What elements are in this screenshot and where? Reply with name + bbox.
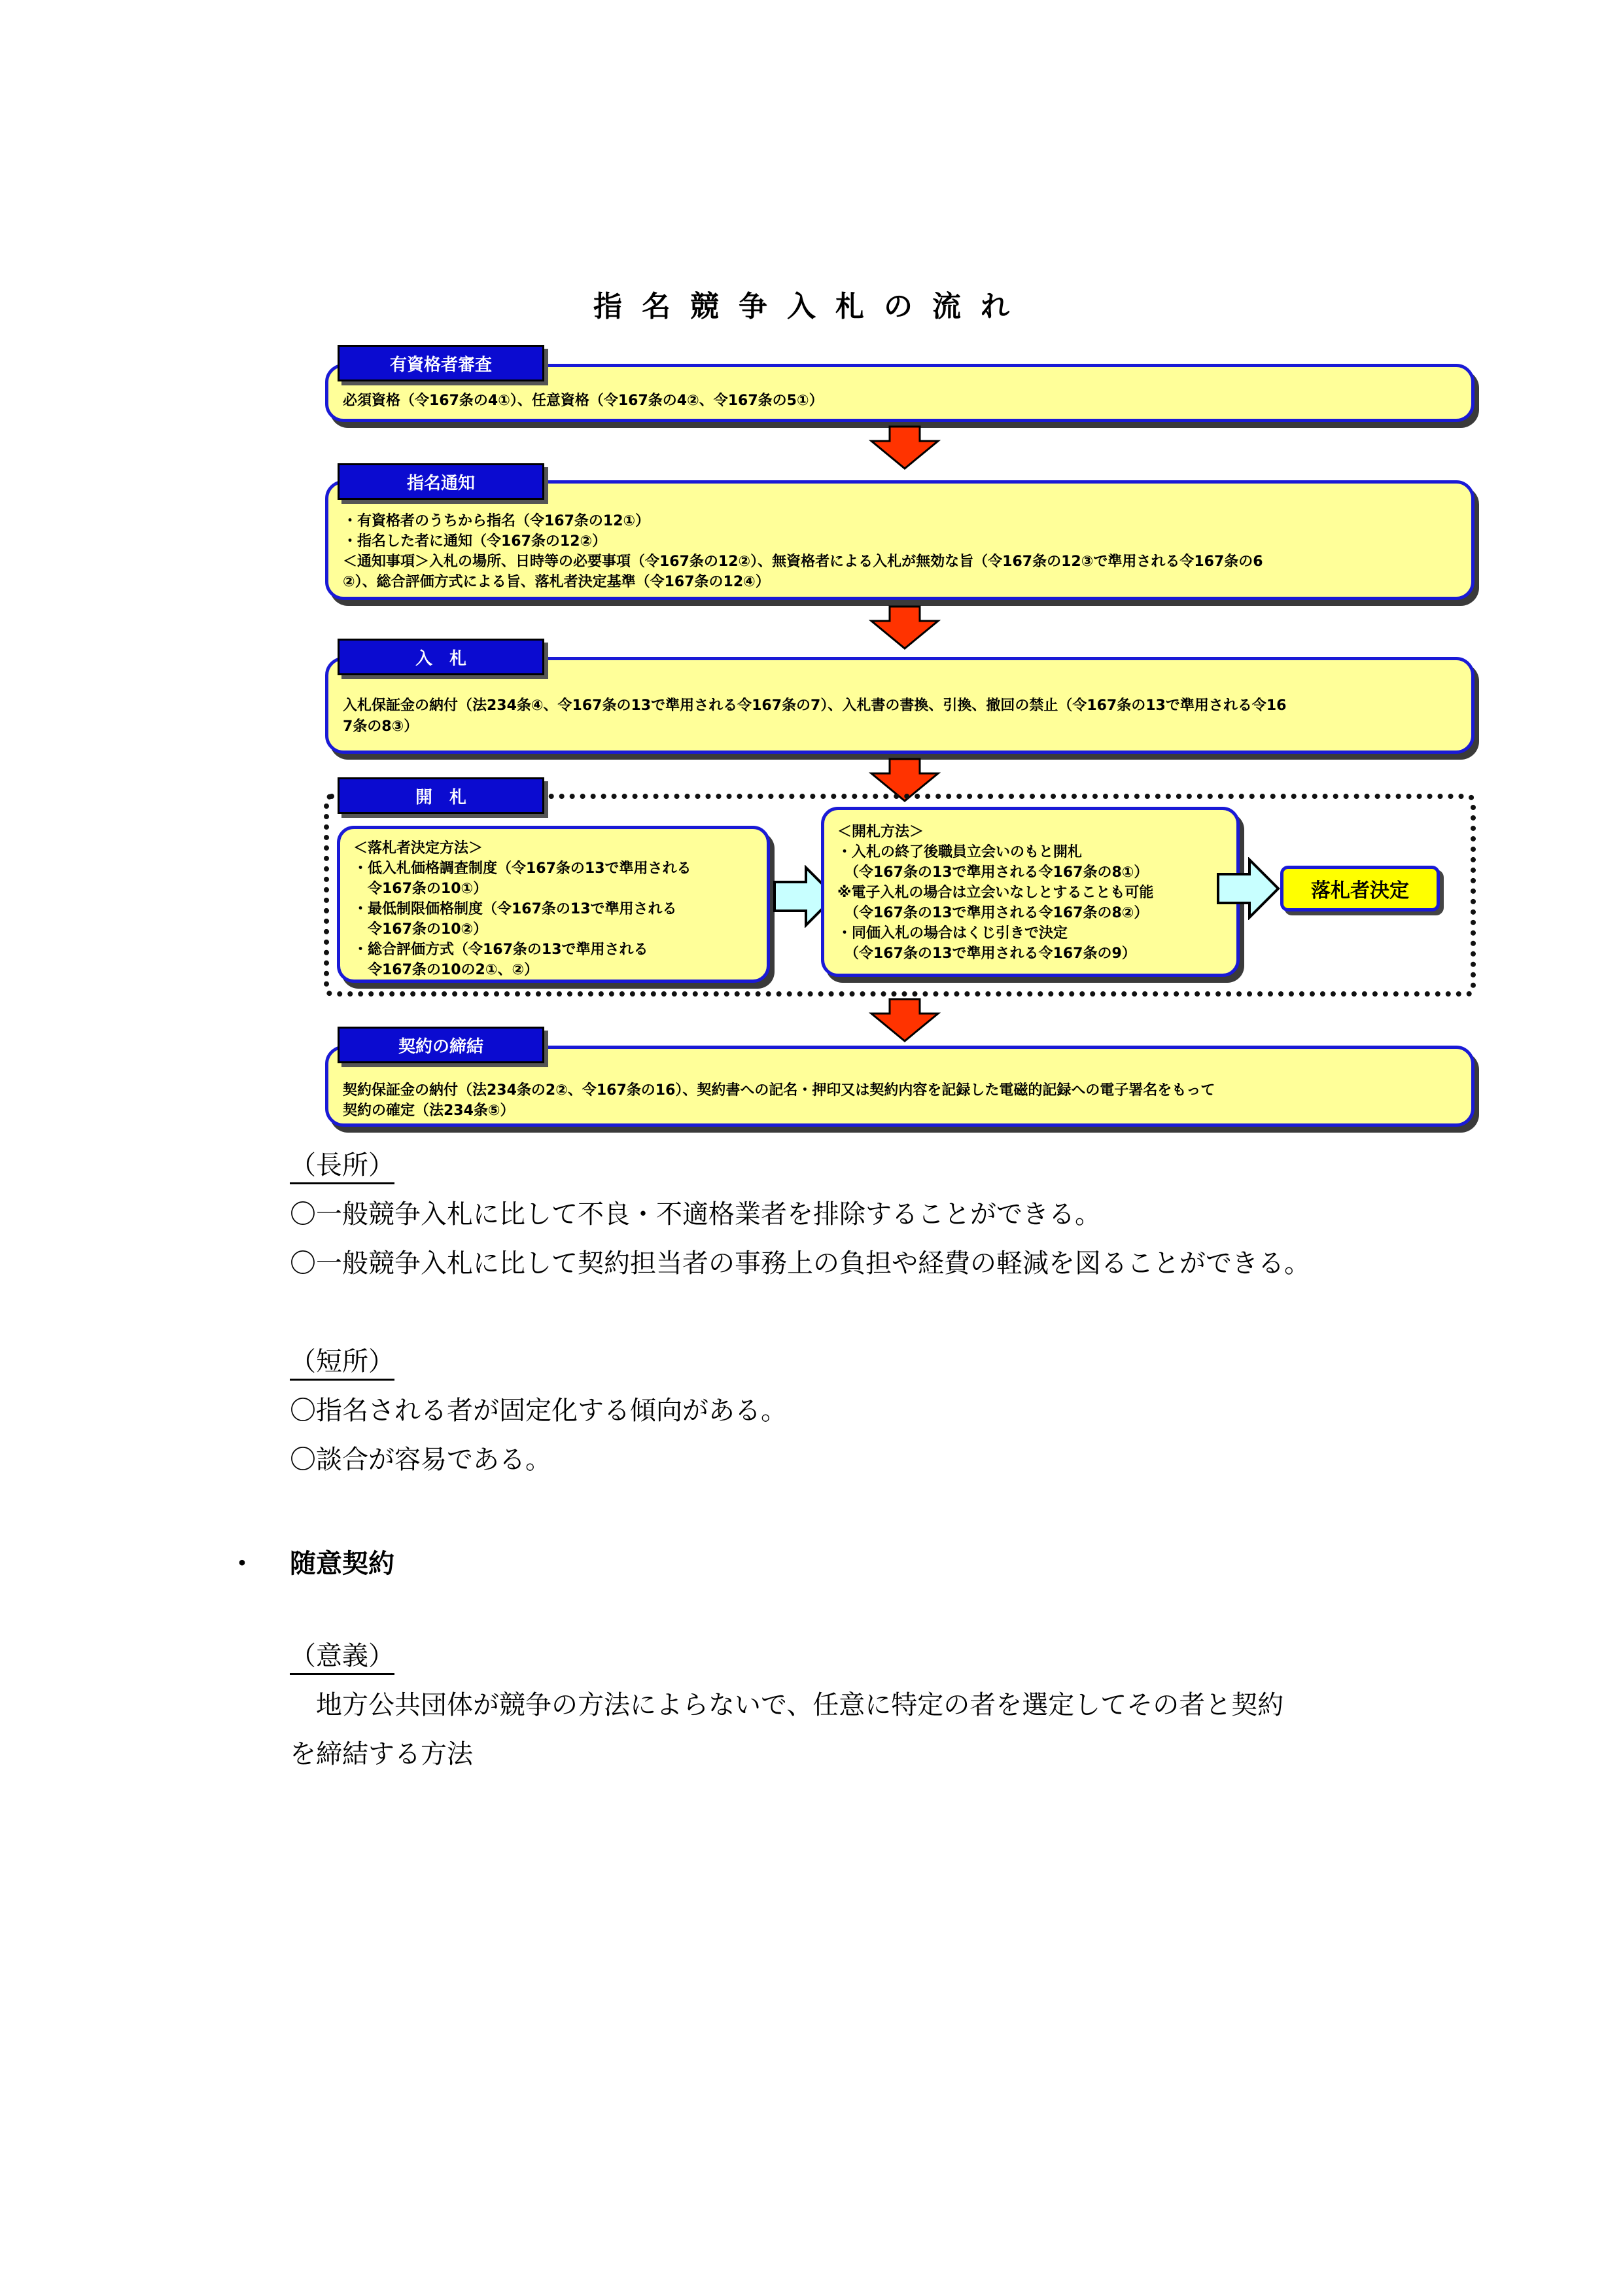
step-text: 令167条の10の2①、②） [353,962,539,978]
step-label-qualification: 有資格者審査 [338,345,544,381]
merit-item: 〇一般競争入札に比して契約担当者の事務上の負担や経費の軽減を図ることができる。 [290,1248,1310,1279]
step-text: ・入札の終了後職員立会いのもと開札 [837,844,1083,860]
step-text: 令167条の10①） [353,881,488,897]
step-text: 必須資格（令167条の4①）、任意資格（令167条の4②、令167条の5①） [343,393,824,409]
section-bullet: ・ [229,1549,255,1579]
step-text: 令167条の10②） [353,921,488,938]
step-text: ・最低制限価格制度（令167条の13で準用される [353,901,677,917]
demerits-heading: （短所） [290,1346,394,1381]
step-text: 入札保証金の納付（法234条④、令167条の13で準用される令167条の7）、入札書の書換、引換、撤回の禁止（令167条の13で準用される令16 [343,698,1287,714]
step-text: ・低入札価格調査制度（令167条の13で準用される [353,860,691,877]
step-text: 7条の8③） [343,718,419,735]
step-text: ・同価入札の場合はくじ引きで決定 [837,925,1068,942]
step-text: ＜通知事項＞入札の場所、日時等の必要事項（令167条の12②）、無資格者による入札が無効な旨（令167条の12③で準用される令167条の6 [343,554,1263,570]
step-text: （令167条の13で準用される令167条の8①） [837,864,1149,881]
step-text: （令167条の13で準用される令167条の9） [837,945,1136,962]
step-label-contract: 契約の締結 [338,1027,544,1063]
down-arrow-icon [869,605,941,651]
meaning-line: 地方公共団体が競争の方法によらないで、任意に特定の者を選定してその者と契約 [290,1690,1284,1720]
step-label-nomination: 指名通知 [338,463,544,500]
step-label-bidding: 入 札 [338,639,544,675]
right-arrow-icon [1215,857,1281,920]
step-text: ※電子入札の場合は立会いなしとすることも可能 [837,885,1154,901]
decision-method-panel [337,826,770,983]
meaning-line: を締結する方法 [290,1739,473,1769]
step-text: ・総合評価方式（令167条の13で準用される [353,942,648,958]
step-text: （令167条の13で準用される令167条の8②） [837,905,1149,921]
merit-item: 〇一般競争入札に比して不良・不適格業者を排除することができる。 [290,1199,1101,1229]
step-text: ・有資格者のうちから指名（令167条の12①） [343,513,650,529]
step-text: ＜落札者決定方法＞ [353,840,483,857]
winning-bidder-box: 落札者決定 [1280,866,1440,911]
down-arrow-icon [869,998,941,1044]
step-text: ②）、総合評価方式による旨、落札者決定基準（令167条の12④） [343,574,770,590]
meaning-heading: （意義） [290,1640,394,1675]
section-title: 随意契約 [290,1549,394,1579]
step-text: 契約の確定（法234条⑤） [343,1103,515,1119]
step-text: 契約保証金の納付（法234条の2②、令167条の16）、契約書への記名・押印又は契約内容を記録した電磁的記録への電子署名をもって [343,1082,1215,1099]
step-text: ＜開札方法＞ [837,824,924,840]
step-text: ・指名した者に通知（令167条の12②） [343,533,607,550]
chart-title: 指名競争入札の流れ [593,290,1029,323]
demerit-item: 〇談合が容易である。 [290,1445,551,1475]
merits-heading: （長所） [290,1150,394,1184]
step-label-opening: 開 札 [338,777,544,814]
opening-method-panel [821,807,1240,977]
demerit-item: 〇指名される者が固定化する傾向がある。 [290,1396,787,1426]
down-arrow-icon [869,425,941,471]
